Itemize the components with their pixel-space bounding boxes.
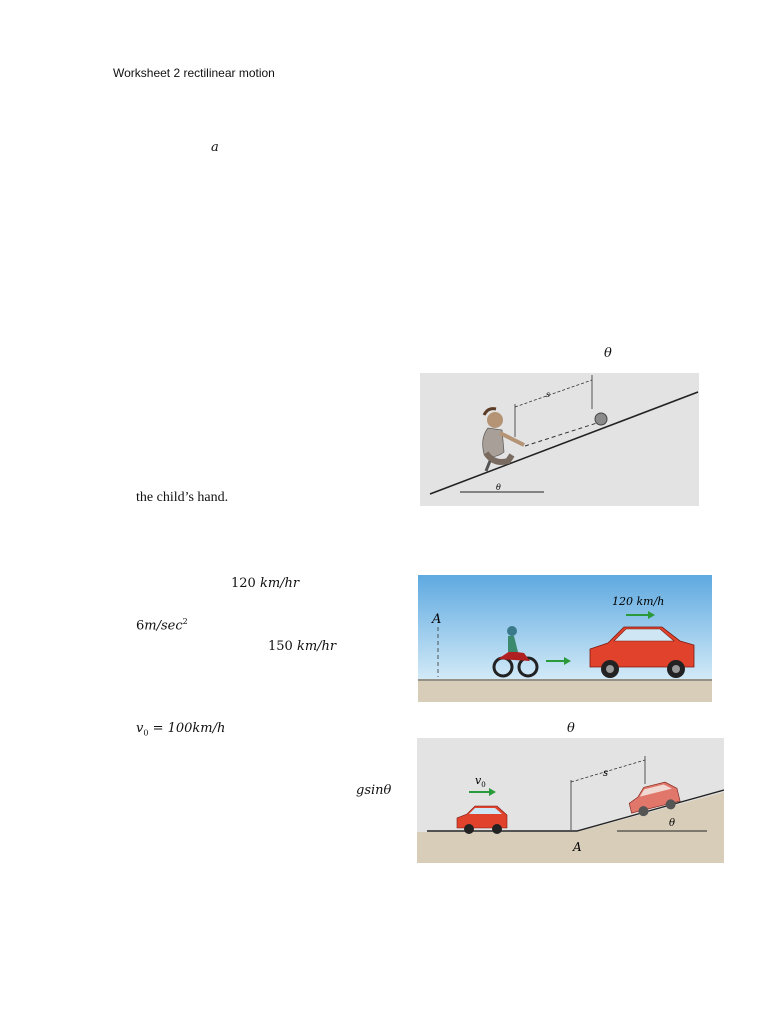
q4-initial-velocity: $v_0 = 100km/h$: [136, 721, 226, 738]
figure-child-slope: [420, 373, 699, 506]
q3-speed2: 150 km/hr: [268, 639, 337, 654]
fig1-label-theta: θ: [496, 483, 501, 492]
fig1-label-s: s: [546, 390, 551, 399]
theta-symbol-q2: θ: [604, 346, 612, 361]
figure-car-ramp: [417, 738, 724, 863]
q3-acceleration: $6m/\sec^2$: [136, 617, 188, 634]
fig3-label-A: A: [573, 840, 582, 854]
variable-a: a: [211, 140, 219, 155]
q4-g-sin-theta: gsinθ: [356, 783, 392, 798]
theta-symbol-q4: θ: [567, 721, 575, 736]
child-figure: [483, 409, 524, 471]
fig2-label-speed: 120 km/h: [612, 595, 665, 608]
car-on-flat: [457, 806, 507, 834]
q3-speed1: 120 km/hr: [231, 576, 300, 591]
fig3-label-v0: $v_0$: [475, 774, 486, 789]
q2-text-line: the child’s hand.: [136, 490, 229, 505]
fig3-label-theta: θ: [669, 818, 676, 829]
fig3-label-s: s: [603, 768, 609, 779]
figure-car-chase: [418, 575, 712, 702]
fig2-label-A: A: [432, 612, 442, 627]
worksheet-title: Worksheet 2 rectilinear motion: [113, 66, 275, 80]
